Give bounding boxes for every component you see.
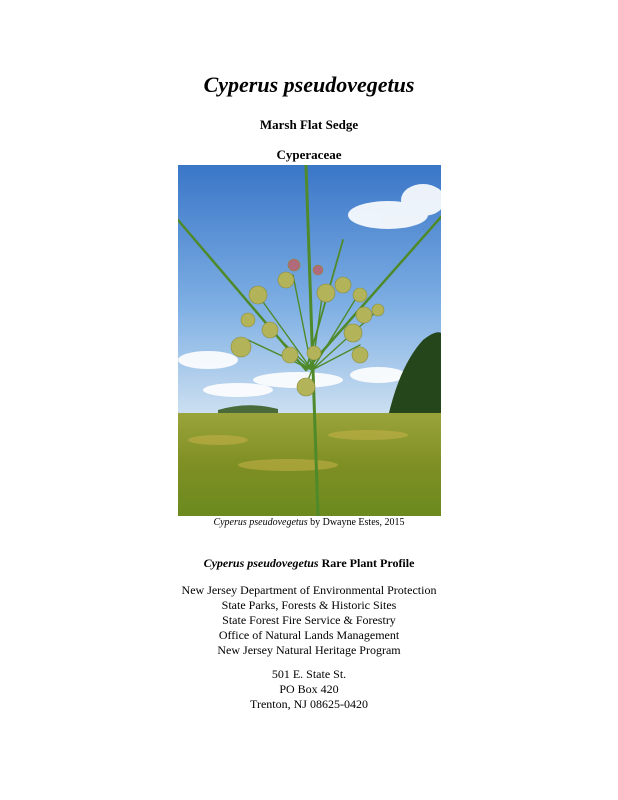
profile-heading-species: Cyperus pseudovegetus (203, 556, 319, 570)
address-line: PO Box 420 (279, 682, 339, 696)
organization-list (0, 583, 618, 658)
address-line: Trenton, NJ 08625-0420 (250, 697, 368, 711)
caption-credit: by Dwayne Estes, 2015 (307, 517, 405, 528)
organization-line: State Parks, Forests & Historic Sites (221, 598, 397, 612)
organization-line: Office of Natural Lands Management (218, 628, 400, 642)
mailing-address (0, 667, 618, 712)
organization-line: State Forest Fire Service & Forestry (222, 613, 396, 627)
organization-line: New Jersey Department of Environmental Protection (181, 583, 437, 597)
family-name: Cyperaceae (276, 147, 342, 162)
profile-heading-suffix: Rare Plant Profile (318, 556, 415, 570)
page-title: Cyperus pseudovegetus (203, 72, 415, 97)
plant-photo (178, 165, 441, 516)
profile-heading (0, 556, 618, 571)
common-name: Marsh Flat Sedge (259, 117, 359, 132)
caption-species: Cyperus pseudovegetus (213, 517, 308, 528)
organization-line: New Jersey Natural Heritage Program (217, 643, 401, 657)
photo-caption (0, 517, 618, 528)
address-line: 501 E. State St. (271, 667, 347, 681)
